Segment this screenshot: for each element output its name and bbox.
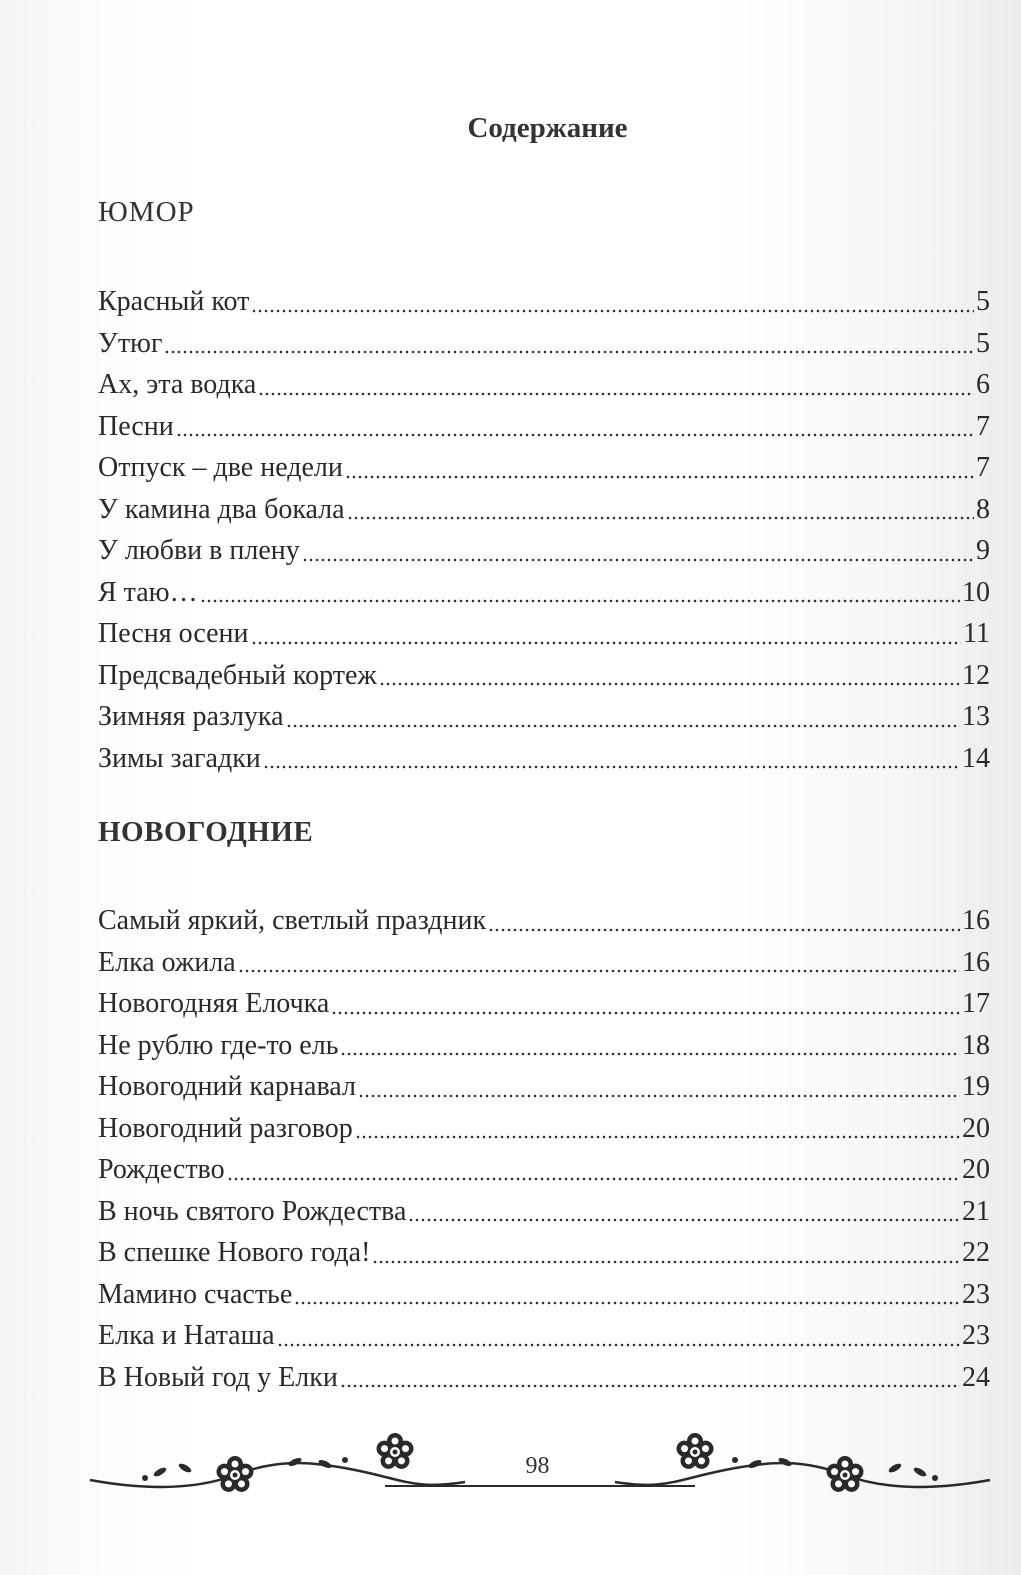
toc-entry-page-number: 23 [962,1278,990,1310]
toc-entry-page-number: 18 [962,1029,990,1061]
toc-entry-title: Новогодний карнавал [98,1071,356,1102]
dot-leader [176,431,974,439]
dot-leader [164,348,974,356]
toc-entry-page-number: 5 [976,286,990,317]
toc-entry [98,281,990,323]
toc-entry-page-number: 7 [976,452,990,483]
toc-list-newyear [98,900,990,1398]
toc-entry [98,1108,990,1150]
toc-entry-title: Елка и Наташа [98,1320,275,1351]
toc-entry [98,1274,990,1316]
dot-leader [251,639,962,647]
page-number: 98 [525,1453,550,1479]
toc-entry [98,1066,990,1108]
toc-entry-page-number: 5 [976,327,990,359]
toc-entry-title: Утюг [98,327,163,359]
dot-leader [379,680,960,688]
dot-leader [345,473,974,481]
toc-entry-title: Я таю… [98,576,198,608]
toc-entry-page-number: 17 [962,988,990,1019]
dot-leader [277,1341,960,1349]
toc-entry [98,1357,990,1399]
dot-leader [347,514,974,522]
toc-entry [98,900,990,942]
toc-entry [98,1149,990,1191]
toc-entry-page-number: 14 [962,742,990,774]
toc-entry-page-number: 22 [962,1237,990,1268]
toc-entry [98,364,990,406]
toc-entry-title: Не рублю где-то ель [98,1029,339,1061]
dot-leader [408,1216,960,1224]
toc-entry-title: В ночь святого Рождества [98,1195,407,1227]
toc-entry [98,1232,990,1274]
toc-entry-page-number: 20 [962,1112,990,1144]
toc-entry-page-number: 12 [962,659,990,691]
toc-entry-title: Самый яркий, светлый праздник [98,905,487,936]
dot-leader [331,1009,960,1017]
toc-entry [98,655,990,697]
toc-entry-page-number: 6 [976,369,990,400]
toc-entry [98,447,990,489]
toc-entry [98,696,990,738]
toc-entry-title: В Новый год у Елки [98,1361,338,1393]
toc-entry-title: Песни [98,410,174,442]
toc-entry-title: Мамино счастье [98,1278,293,1310]
toc-entry [98,489,990,531]
dot-leader [294,1299,960,1307]
toc-entry-page-number: 16 [962,905,990,936]
dot-leader [302,556,974,564]
toc-entry [98,613,990,655]
toc-entry-title: Зимы загадки [98,742,261,774]
toc-entry [98,1025,990,1067]
dot-leader [286,722,960,730]
toc-entry-title: Песня осени [98,618,249,649]
toc-entry-page-number: 16 [962,946,990,978]
toc-entry-title: У камина два бокала [98,493,345,525]
toc-entry-page-number: 8 [976,493,990,525]
toc-entry-title: В спешке Нового года! [98,1237,371,1268]
toc-entry-title: Зимняя разлука [98,701,284,732]
dot-leader [340,1382,960,1390]
toc-entry-page-number: 10 [962,576,990,608]
toc-entry [98,323,990,365]
toc-entry [98,406,990,448]
toc-list-humor [98,281,990,779]
section-heading-newyear: НОВОГОДНИЕ [98,816,314,848]
dot-leader [488,926,960,934]
toc-entry [98,983,990,1025]
dot-leader [355,1133,960,1141]
toc-entry-title: Новогодняя Елочка [98,988,330,1019]
toc-entry-title: Ах, эта водка [98,369,257,400]
dot-leader [238,967,960,975]
toc-entry-page-number: 20 [962,1154,990,1185]
dot-leader [358,1092,960,1100]
dot-leader [200,597,960,605]
toc-entry-page-number: 11 [963,618,990,649]
dot-leader [372,1258,960,1266]
toc-entry-title: Красный кот [98,286,250,317]
toc-entry [98,530,990,572]
dot-leader [227,1175,960,1183]
toc-entry-page-number: 24 [962,1361,990,1393]
toc-entry-title: Отпуск – две недели [98,452,343,483]
toc-entry [98,1315,990,1357]
toc-entry-title: Новогодний разговор [98,1112,353,1144]
toc-entry-title: У любви в плену [98,535,300,566]
toc-entry-page-number: 7 [976,410,990,442]
toc-entry [98,738,990,780]
toc-entry-page-number: 21 [962,1195,990,1227]
toc-entry-title: Елка ожила [98,946,236,978]
toc-entry-page-number: 19 [962,1071,990,1102]
page-title: Содержание [467,112,628,144]
toc-entry-page-number: 13 [962,701,990,732]
toc-entry [98,942,990,984]
toc-entry-page-number: 9 [976,535,990,566]
dot-leader [251,307,974,315]
toc-entry [98,572,990,614]
dot-leader [263,763,960,771]
toc-entry [98,1191,990,1233]
dot-leader [258,390,974,398]
section-heading-humor: ЮМОР [98,196,195,228]
dot-leader [340,1050,960,1058]
toc-entry-title: Предсвадебный кортеж [98,659,377,691]
toc-entry-page-number: 23 [962,1320,990,1351]
toc-entry-title: Рождество [98,1154,225,1185]
